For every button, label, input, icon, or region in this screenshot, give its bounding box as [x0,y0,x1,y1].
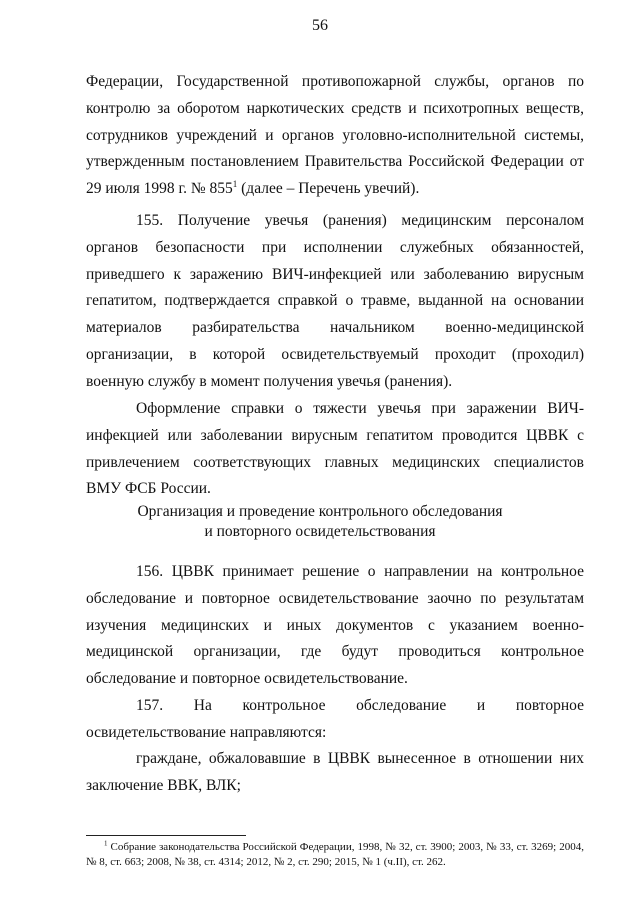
paragraph-text: граждане, обжаловавшие в ЦВВК вынесенное в отношении них заключение ВВК, ВЛК; [86,750,584,794]
paragraph-155 [86,208,584,396]
paragraph-text [86,69,584,203]
paragraph-156 [86,559,584,693]
paragraph-155-continuation [86,396,584,503]
paragraph-body: Федерации, Государственной противопожарной службы, органов по контролю за оборотом наркотических средств и психотропных веществ, сотрудников учреждений и органов уголовно-исполнительной системы, утвержденным постановлением Правительства Российской Федерации от 29 июля 1998 г. № 855 [86,73,584,198]
paragraph-text: 155. Получение увечья (ранения) медицинским персоналом органов безопасности при исполнении служебных обязанностей, приведшего к заражению ВИЧ-инфекцией или заболеванию вирусным гепатитом, подтверждается справкой о травме, выданной на основании материалов разбирательства начальником военно-медицинской организации, в которой освидетельствуемый проходит (проходил) военную службу в момент получения увечья (ранения). [86,212,584,390]
footnote-text: Собрание законодательства Российской Федерации, 1998, № 32, ст. 3900; 2003, № 33, ст. 3269; 2004, № 8, ст. 663; 2008, № 38, ст. 4314; 2012, № 2, ст. 290; 2015, № 1 (ч.II), ст. 262. [86,841,584,868]
paragraph-continuation [86,69,584,203]
footnote-marker: 1 [104,839,108,848]
page-number: 56 [312,17,328,34]
section-heading-line-2: и повторного освидетельствования [204,523,436,540]
footnote-reference[interactable]: 1 [232,179,238,190]
paragraph-tail: (далее – Перечень увечий). [237,180,420,198]
paragraph-157 [86,693,584,747]
paragraph-text: 157. На контрольное обследование и повторное освидетельствование направляются: [86,697,584,741]
paragraph-text: Оформление справки о тяжести увечья при заражении ВИЧ-инфекцией или заболевании вирусным гепатитом проводится ЦВВК с привлечением соответствующих главных медицинских специалистов ВМУ ФСБ России. [86,400,584,498]
section-heading [0,502,640,542]
section-heading-line-1: Организация и проведение контрольного обследования [137,503,503,520]
footnote-divider [86,835,246,836]
paragraph-text: 156. ЦВВК принимает решение о направлении на контрольное обследование и повторное освидетельствование заочно по результатам изучения медицинских и иных документов с указанием военно-медицинской организации, где будут проводиться контрольное обследование и повторное освидетельствование. [86,563,584,688]
paragraph-157-item [86,746,584,800]
footnote [86,840,584,869]
